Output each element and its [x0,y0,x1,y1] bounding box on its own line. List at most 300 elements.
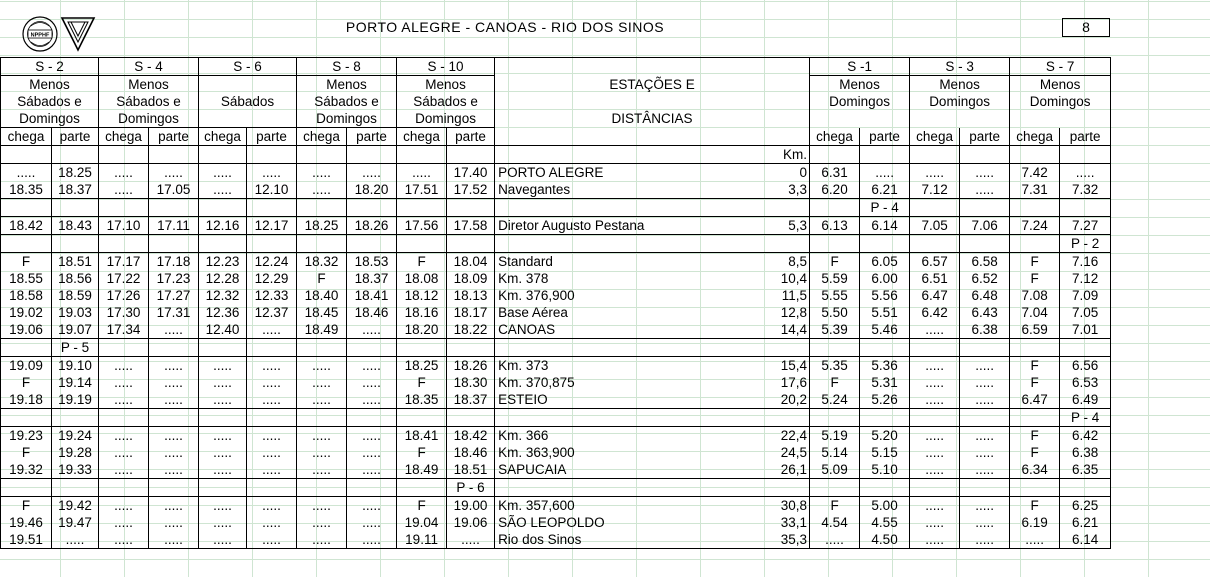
time-cell: ..... [297,461,347,479]
time-cell: 7.32 [1060,181,1111,199]
time-cell: 17.26 [99,287,149,304]
time-cell: 18.56 [52,270,99,287]
time-cell: 6.38 [960,321,1010,339]
station-name: CANOAS [495,321,730,339]
time-cell [199,199,247,217]
time-cell [99,339,149,357]
station-km: 12,8 [730,304,810,321]
time-cell: 19.51 [1,531,52,549]
time-cell: 5.55 [810,287,860,304]
timetable-row [1,409,1111,427]
time-cell: F [810,374,860,391]
time-cell: ..... [960,391,1010,409]
time-cell: 18.35 [1,181,52,199]
time-cell: ..... [199,514,247,531]
time-cell [810,409,860,427]
arrive-depart-row [1,128,1111,146]
time-cell: 19.19 [52,391,99,409]
station-km: 10,4 [730,270,810,287]
train-note: Sábados e [1,93,99,110]
time-cell [297,146,347,164]
time-cell: 6.58 [960,253,1010,271]
time-cell: ..... [247,321,297,339]
station-name [495,235,730,253]
train-note: Sábados e [99,93,199,110]
time-cell: P - 4 [1060,409,1111,427]
time-cell: ..... [347,444,397,461]
timetable-row [1,270,1111,287]
train-note [199,76,297,94]
time-cell: 7.16 [1060,253,1111,271]
time-cell: ..... [149,444,199,461]
depart-label: parte [347,128,397,146]
time-cell: 7.12 [910,181,960,199]
train-note-blank [910,110,1010,128]
station-name: Rio dos Sinos [495,531,730,549]
time-cell [860,235,910,253]
time-cell: 5.09 [810,461,860,479]
time-cell: 6.51 [910,270,960,287]
time-cell [149,409,199,427]
time-cell: ..... [297,181,347,199]
time-cell: ..... [910,357,960,375]
time-cell [347,409,397,427]
time-cell: ..... [52,531,99,549]
time-cell: 7.04 [1010,304,1060,321]
time-cell: ..... [149,461,199,479]
time-cell: ..... [960,374,1010,391]
time-cell: ..... [99,357,149,375]
stations-header-blank [495,128,810,146]
time-cell: ..... [960,427,1010,445]
time-cell [297,409,347,427]
time-cell: ..... [960,531,1010,549]
time-cell: 5.10 [860,461,910,479]
railway-logo [22,16,96,56]
time-cell: 7.31 [1010,181,1060,199]
time-cell: F [1010,357,1060,375]
time-cell: ..... [860,164,910,182]
timetable-row [1,374,1111,391]
station-km [730,199,810,217]
station-km: 30,8 [730,497,810,515]
time-cell: P - 5 [52,339,99,357]
time-cell [247,339,297,357]
time-cell: 7.42 [1010,164,1060,182]
station-name: Diretor Augusto Pestana [495,217,730,235]
time-cell: 19.09 [1,357,52,375]
time-cell: ..... [99,181,149,199]
time-cell: ..... [1010,531,1060,549]
time-cell: ..... [297,374,347,391]
seal-icon [23,17,57,51]
train-note-row [1,93,1111,110]
time-cell [99,146,149,164]
time-cell: 19.00 [447,497,495,515]
time-cell: F [297,270,347,287]
time-cell: ..... [960,444,1010,461]
timetable-row [1,164,1111,182]
time-cell: 6.38 [1060,444,1111,461]
time-cell [1,409,52,427]
time-cell: 5.50 [810,304,860,321]
time-cell: ..... [99,531,149,549]
time-cell: 6.14 [860,217,910,235]
stations-header-distances: DISTÂNCIAS [495,110,810,128]
time-cell: ..... [149,391,199,409]
station-km: 26,1 [730,461,810,479]
train-note [199,110,297,128]
time-cell [1,146,52,164]
time-cell: ..... [910,321,960,339]
timetable-row [1,531,1111,549]
time-cell: 12.17 [247,217,297,235]
time-cell: 7.08 [1010,287,1060,304]
time-cell: 18.30 [447,374,495,391]
time-cell: 18.04 [447,253,495,271]
time-cell: ..... [347,321,397,339]
time-cell: ..... [960,164,1010,182]
time-cell: 19.02 [1,304,52,321]
train-note: Domingos [810,93,910,110]
time-cell: ..... [297,391,347,409]
train-number: S - 3 [910,58,1010,76]
time-cell [810,339,860,357]
time-cell [1010,409,1060,427]
time-cell: ..... [960,181,1010,199]
time-cell: ..... [347,164,397,182]
time-cell: ..... [199,444,247,461]
time-cell [52,199,99,217]
time-cell [297,199,347,217]
station-km: 17,6 [730,374,810,391]
timetable [0,57,1111,549]
train-note: Sábados [199,93,297,110]
time-cell: ..... [960,461,1010,479]
time-cell [960,339,1010,357]
time-cell: ..... [910,391,960,409]
timetable-row [1,253,1111,271]
station-name: Standard [495,253,730,271]
time-cell: 6.42 [1060,427,1111,445]
time-cell: 5.56 [860,287,910,304]
time-cell [247,146,297,164]
train-note: Menos [810,76,910,94]
time-cell: ..... [99,461,149,479]
station-name: Km. 370,875 [495,374,730,391]
time-cell [1,479,52,497]
train-number: S -1 [810,58,910,76]
time-cell: ..... [910,497,960,515]
time-cell [447,146,495,164]
timetable-row [1,514,1111,531]
train-note: Menos [397,76,495,94]
time-cell: 18.08 [397,270,447,287]
time-cell: 7.05 [1060,304,1111,321]
time-cell: 18.46 [447,444,495,461]
time-cell: ..... [149,374,199,391]
time-cell: F [1010,497,1060,515]
time-cell: 6.53 [1060,374,1111,391]
time-cell [1010,339,1060,357]
time-cell [297,339,347,357]
time-cell [1,235,52,253]
train-number-row [1,58,1111,76]
time-cell: 18.58 [1,287,52,304]
station-km: 11,5 [730,287,810,304]
time-cell: 18.42 [447,427,495,445]
time-cell: 18.51 [52,253,99,271]
time-cell: ..... [247,357,297,375]
time-cell [810,199,860,217]
train-note: Menos [1,76,99,94]
time-cell [960,199,1010,217]
timetable-row [1,391,1111,409]
time-cell: 12.36 [199,304,247,321]
time-cell: ..... [810,531,860,549]
time-cell: 6.42 [910,304,960,321]
time-cell: 6.05 [860,253,910,271]
time-cell: ..... [149,497,199,515]
time-cell: 17.56 [397,217,447,235]
time-cell: 6.20 [810,181,860,199]
time-cell: 17.18 [149,253,199,271]
time-cell: ..... [199,181,247,199]
depart-label: parte [960,128,1010,146]
time-cell: 5.19 [810,427,860,445]
time-cell [910,479,960,497]
train-number: S - 8 [297,58,397,76]
time-cell: 18.26 [347,217,397,235]
time-cell: 18.41 [347,287,397,304]
time-cell: 7.09 [1060,287,1111,304]
time-cell [52,479,99,497]
time-cell: P - 2 [1060,235,1111,253]
train-note: Domingos [297,110,397,128]
time-cell: ..... [1,164,52,182]
station-name: Km. 376,900 [495,287,730,304]
timetable-row [1,497,1111,515]
station-km: 8,5 [730,253,810,271]
time-cell: 6.49 [1060,391,1111,409]
time-cell: ..... [247,374,297,391]
time-cell [397,339,447,357]
time-cell: 5.26 [860,391,910,409]
time-cell: 19.18 [1,391,52,409]
train-note: Sábados e [297,93,397,110]
time-cell: ..... [960,514,1010,531]
station-name: Navegantes [495,181,730,199]
time-cell: 19.42 [52,497,99,515]
time-cell: ..... [347,391,397,409]
timetable-row [1,235,1111,253]
time-cell: 18.43 [52,217,99,235]
time-cell [1060,479,1111,497]
time-cell: ..... [199,531,247,549]
arrive-label: chega [297,128,347,146]
time-cell [99,199,149,217]
time-cell: 5.14 [810,444,860,461]
time-cell: F [397,374,447,391]
timetable-row [1,146,1111,164]
time-cell: ..... [397,164,447,182]
time-cell [347,199,397,217]
time-cell: 17.31 [149,304,199,321]
station-name: Base Aérea [495,304,730,321]
train-note: Menos [1010,76,1111,94]
time-cell: 5.36 [860,357,910,375]
station-name: Km. 357,600 [495,497,730,515]
time-cell: 18.20 [397,321,447,339]
time-cell: 6.34 [1010,461,1060,479]
time-cell: 17.34 [99,321,149,339]
time-cell: 17.17 [99,253,149,271]
time-cell: F [1010,427,1060,445]
time-cell: 18.42 [1,217,52,235]
time-cell: 5.39 [810,321,860,339]
time-cell: 12.16 [199,217,247,235]
time-cell: 19.47 [52,514,99,531]
time-cell: 5.31 [860,374,910,391]
time-cell: 17.51 [397,181,447,199]
time-cell [247,199,297,217]
station-name: Km. 363,900 [495,444,730,461]
time-cell: 18.59 [52,287,99,304]
arrive-label: chega [397,128,447,146]
time-cell: 17.30 [99,304,149,321]
time-cell [860,479,910,497]
station-km [730,409,810,427]
time-cell: ..... [297,531,347,549]
time-cell: 17.27 [149,287,199,304]
time-cell [1,339,52,357]
timetable-row [1,427,1111,445]
time-cell: F [397,444,447,461]
time-cell: 5.00 [860,497,910,515]
time-cell: ..... [199,374,247,391]
time-cell [810,235,860,253]
svg-text:NPPHF: NPPHF [30,32,50,39]
time-cell: ..... [347,357,397,375]
station-km: 0 [730,164,810,182]
time-cell: 18.55 [1,270,52,287]
time-cell: 4.55 [860,514,910,531]
time-cell: 19.33 [52,461,99,479]
time-cell: ..... [199,164,247,182]
train-note: Domingos [99,110,199,128]
time-cell: 7.05 [910,217,960,235]
time-cell [1060,199,1111,217]
time-cell: ..... [247,461,297,479]
time-cell [99,235,149,253]
time-cell: 19.28 [52,444,99,461]
time-cell: F [810,253,860,271]
train-note: Domingos [910,93,1010,110]
time-cell [149,235,199,253]
time-cell: 18.46 [347,304,397,321]
page-title: PORTO ALEGRE - CANOAS - RIO DOS SINOS [345,19,665,35]
station-name: ESTEIO [495,391,730,409]
time-cell: P - 4 [860,199,910,217]
time-cell: ..... [297,357,347,375]
time-cell: 19.06 [447,514,495,531]
time-cell: 17.23 [149,270,199,287]
station-name: SÃO LEOPOLDO [495,514,730,531]
time-cell: 5.51 [860,304,910,321]
time-cell: F [1010,270,1060,287]
time-cell [149,199,199,217]
time-cell: 17.11 [149,217,199,235]
time-cell: 6.57 [910,253,960,271]
time-cell: ..... [347,531,397,549]
time-cell [149,146,199,164]
time-cell: 4.54 [810,514,860,531]
time-cell: 18.41 [397,427,447,445]
depart-label: parte [860,128,910,146]
time-cell: 6.21 [860,181,910,199]
time-cell: 17.22 [99,270,149,287]
time-cell: 18.12 [397,287,447,304]
time-cell: ..... [199,357,247,375]
time-cell: 6.47 [1010,391,1060,409]
station-km: 5,3 [730,217,810,235]
time-cell: ..... [347,374,397,391]
time-cell [199,339,247,357]
time-cell: 5.35 [810,357,860,375]
train-number: S - 2 [1,58,99,76]
time-cell: 5.46 [860,321,910,339]
time-cell [347,146,397,164]
time-cell [52,409,99,427]
time-cell: 12.32 [199,287,247,304]
time-cell [447,199,495,217]
train-number: S - 6 [199,58,297,76]
time-cell: 18.22 [447,321,495,339]
time-cell: 18.25 [297,217,347,235]
time-cell [910,409,960,427]
time-cell [99,479,149,497]
time-cell: ..... [247,427,297,445]
train-note: Domingos [397,110,495,128]
train-note-blank [810,110,910,128]
time-cell: 19.06 [1,321,52,339]
time-cell: ..... [447,531,495,549]
time-cell: ..... [347,514,397,531]
time-cell: 7.06 [960,217,1010,235]
time-cell [447,409,495,427]
timetable-row [1,321,1111,339]
time-cell: 12.10 [247,181,297,199]
time-cell: 19.14 [52,374,99,391]
time-cell: ..... [960,357,1010,375]
time-cell [199,235,247,253]
depart-label: parte [52,128,99,146]
station-km: 33,1 [730,514,810,531]
arrive-label: chega [199,128,247,146]
station-km: 22,4 [730,427,810,445]
time-cell: ..... [297,514,347,531]
time-cell: F [1010,444,1060,461]
time-cell [1010,235,1060,253]
time-cell: ..... [149,531,199,549]
time-cell: 17.05 [149,181,199,199]
station-name: Km. 378 [495,270,730,287]
time-cell [247,409,297,427]
time-cell: ..... [99,514,149,531]
time-cell: ..... [960,497,1010,515]
time-cell [960,235,1010,253]
time-cell: 19.11 [397,531,447,549]
